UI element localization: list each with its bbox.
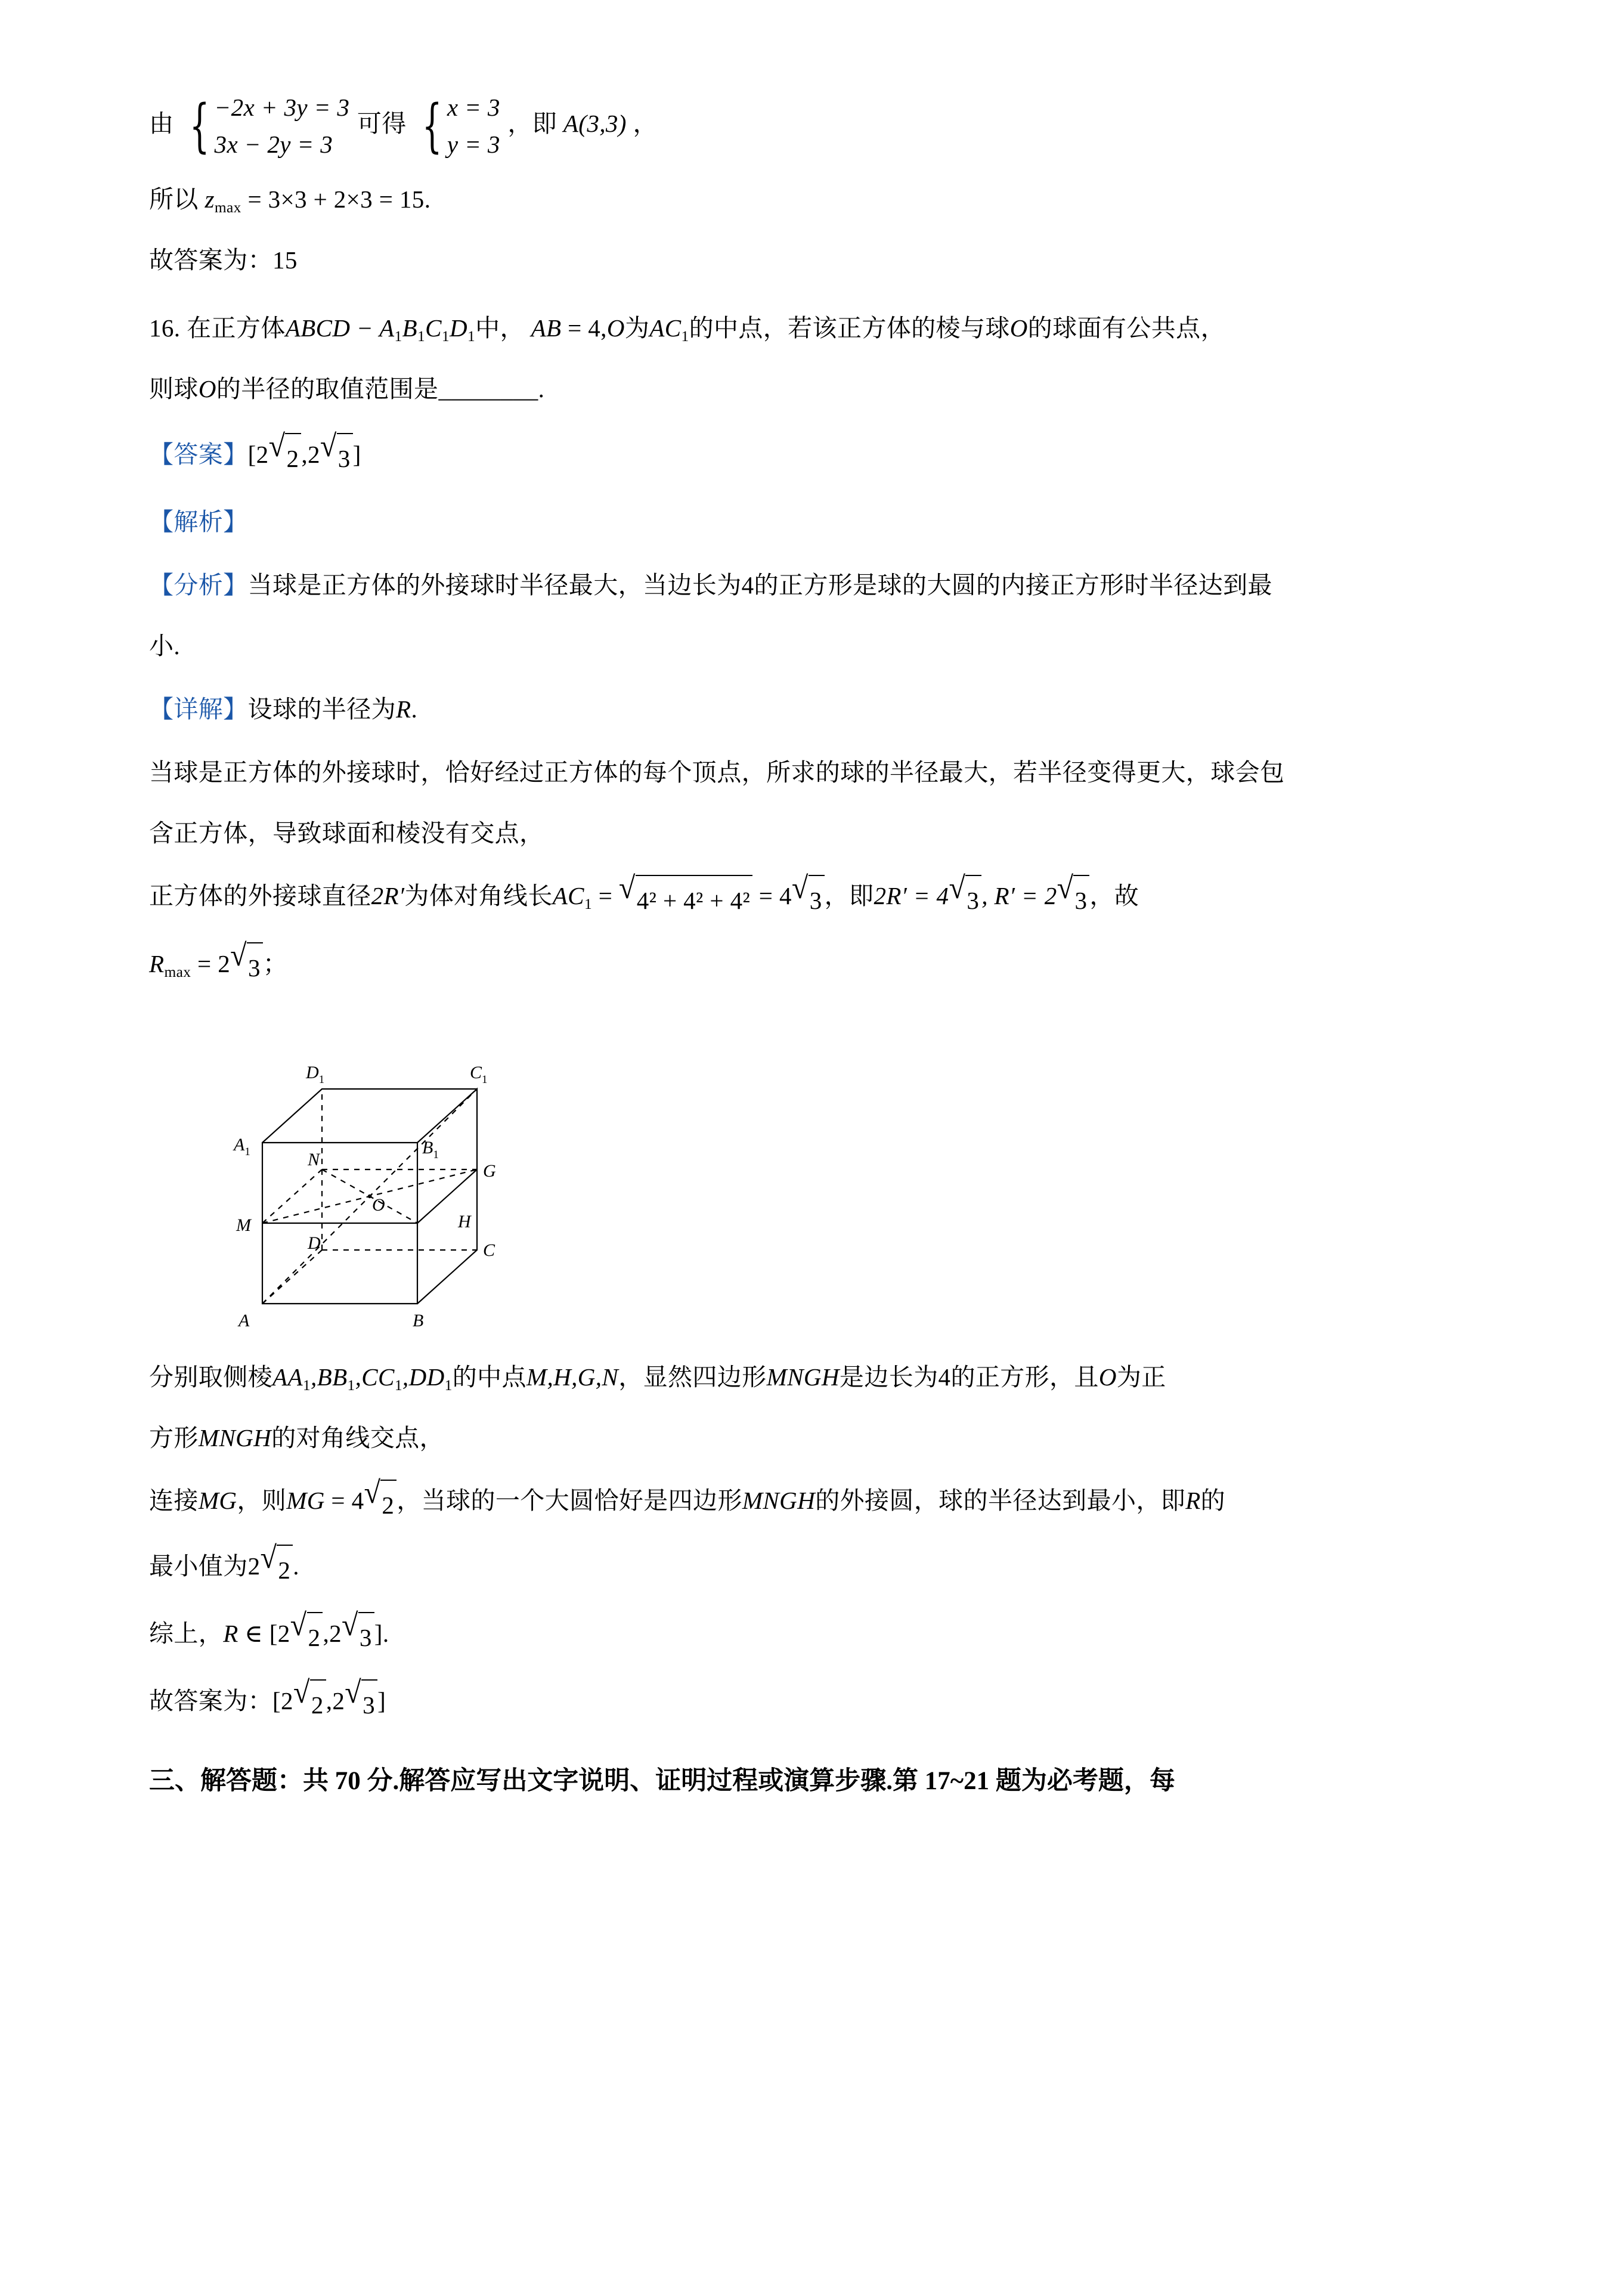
q16-text-2: 中，	[475, 314, 525, 342]
p5-AA: AA	[272, 1363, 303, 1391]
label-G: G	[483, 1161, 496, 1181]
q16-ab-value: = 4,	[561, 314, 607, 342]
p5-DD: ,DD	[402, 1363, 445, 1391]
p5-text-4: 是边长为	[839, 1363, 939, 1391]
p3-radicand-1: 4² + 4² + 4²	[636, 875, 752, 925]
p3-radicand-2: 3	[809, 875, 825, 925]
q16-text-5: 的球面有公共点，	[1027, 314, 1225, 342]
q16-sub-3: 1	[441, 328, 450, 345]
equation-line-system	[149, 89, 1474, 163]
paragraph-1: 当球是正方体的外接球时，恰好经过正方体的每个顶点，所求的球的半径最大，若半径变得更大，球会包	[149, 758, 1285, 786]
paragraph-4-rmax	[149, 937, 1474, 992]
radical-sign: √	[345, 1674, 362, 1710]
system-1-row-2: 3x − 2y = 3	[214, 130, 333, 158]
radical-sign: √	[342, 1607, 358, 1642]
p3-radicand-3: 3	[965, 875, 981, 925]
zmax-sub: max	[214, 199, 241, 216]
fenxi-text-2: 的正方形是球的大圆的内接正方形时半径达到最	[754, 571, 1272, 599]
q16-o-3: O	[198, 375, 216, 403]
label-B: B	[413, 1310, 424, 1330]
p9-sqrt-2	[342, 1607, 374, 1662]
p4-radicand: 3	[247, 942, 263, 992]
p10-close: ]	[377, 1687, 386, 1715]
paragraph-10-final-answer	[149, 1674, 1474, 1729]
radical-sign: √	[320, 428, 337, 463]
p5-AA-sub: 1	[302, 1376, 311, 1394]
p4-R: R	[149, 949, 165, 977]
q16-ac-sub: 1	[681, 328, 689, 345]
fenxi-number: 4	[741, 571, 754, 599]
fenxi-label: 【分析】	[149, 571, 248, 599]
p3-AC-sub: 1	[584, 896, 593, 913]
jiexi-label: 【解析】	[149, 508, 248, 536]
radical-sign: √	[260, 1539, 277, 1575]
q16-text-1: 在正方体	[187, 314, 286, 342]
fenxi-line-2: 小.	[149, 632, 181, 660]
p8-sqrt	[260, 1539, 293, 1595]
answer-radicand-1: 2	[285, 433, 301, 483]
radical-sign: √	[791, 869, 809, 905]
p3-text-2: 为体对角线长	[404, 882, 553, 910]
line1-prefix: 由	[149, 109, 174, 137]
p6-text-1: 方形	[149, 1424, 199, 1452]
p3-text-3: ，即	[824, 882, 874, 910]
p6-MNGH: MNGH	[198, 1424, 272, 1452]
line1-tail: ，即	[507, 109, 557, 137]
p3-AC: AC	[552, 882, 584, 910]
p3-sqrt-2	[791, 869, 825, 925]
p7-sqrt	[364, 1474, 397, 1530]
fenxi-line-1	[149, 562, 1474, 609]
answer-comma: ,2	[301, 440, 320, 468]
system-1	[181, 89, 349, 163]
p3-eq-3: 2R′ = 4	[874, 882, 949, 910]
p8-text-1: 最小值为	[149, 1552, 248, 1580]
answer-sqrt-2	[320, 428, 353, 483]
p10-sqrt-1	[293, 1674, 326, 1729]
p3-eq-1: =	[592, 882, 619, 910]
p5-text-1: 分别取侧棱	[149, 1363, 272, 1391]
label-C: C	[483, 1240, 495, 1260]
q16-text-4: 的中点，若该正方体的棱与球	[689, 314, 1010, 342]
q16-ac: AC	[649, 314, 682, 342]
p5-text-5: 的正方形，且	[950, 1363, 1099, 1391]
p9-text-1: 综上，	[149, 1619, 224, 1647]
paragraph-8	[149, 1539, 1474, 1595]
p9-R: R	[223, 1619, 239, 1647]
answer-block	[149, 428, 1474, 483]
system-2	[414, 89, 500, 163]
radical-sign: √	[364, 1474, 381, 1510]
paragraph-7	[149, 1474, 1474, 1529]
xiangjie-line	[149, 686, 1474, 734]
p7-MG: MG	[198, 1487, 237, 1515]
cube-diagram	[221, 1005, 602, 1339]
p9-end: ].	[374, 1619, 389, 1647]
p3-sqrt-3	[949, 869, 981, 925]
p7-MG-2: MG	[286, 1487, 325, 1515]
p8-eq: 2	[247, 1552, 261, 1580]
p7-R: R	[1185, 1487, 1201, 1515]
section-heading-text: 三、解答题：共 70 分.解答应写出文字说明、证明过程或演算步骤.第 17~21 题为必考题，每	[149, 1766, 1175, 1795]
p9-radicand-2: 3	[358, 1612, 374, 1662]
q16-ab: AB	[531, 314, 562, 342]
p8-text-2: .	[293, 1552, 299, 1580]
p8-radicand: 2	[277, 1545, 293, 1595]
question-16-line-1	[149, 305, 1474, 352]
paragraph-2: 含正方体，导致球面和棱没有交点，	[149, 819, 544, 847]
q16-sub-4: 1	[467, 328, 476, 345]
left-brace-1: {	[189, 92, 210, 159]
radical-sign: √	[293, 1674, 310, 1710]
q16-cube-d: D	[449, 314, 467, 342]
system-1-row-1: −2x + 3y = 3	[214, 94, 350, 121]
q16-cube-b: B	[402, 314, 417, 342]
p3-text-4: ，故	[1089, 882, 1139, 910]
xiangjie-text-1: 设球的半径为	[247, 695, 397, 723]
p5-midpoints: M,H,G,N	[526, 1363, 619, 1391]
p5-CC: ,CC	[355, 1363, 395, 1391]
xiangjie-R: R	[396, 695, 411, 723]
p7-text-1: 连接	[149, 1487, 199, 1515]
xiangjie-text-2: .	[411, 695, 418, 723]
paragraph-9-conclusion	[149, 1607, 1474, 1662]
label-H: H	[458, 1211, 471, 1231]
q16-o: O	[606, 314, 625, 342]
label-A1: $A_1$	[234, 1134, 250, 1158]
p7-text-4: 的外接圆，球的半径达到最小，即	[815, 1487, 1186, 1515]
answer-label: 【答案】	[149, 440, 248, 468]
p3-radicand-4: 3	[1073, 875, 1089, 925]
p7-text-3: ，当球的一个大圆恰好是四边形	[397, 1487, 742, 1515]
p3-text-1: 正方体的外接球直径	[149, 882, 371, 910]
p4-end: ；	[262, 949, 288, 977]
p3-sqrt-4	[1057, 869, 1090, 925]
p3-sqrt-1	[618, 869, 752, 925]
radical-sign: √	[290, 1607, 307, 1642]
label-D1: $D_1$	[306, 1062, 325, 1086]
p4-sub: max	[164, 963, 191, 980]
radical-sign: √	[1057, 869, 1074, 905]
p7-MNGH: MNGH	[742, 1487, 816, 1515]
p10-sqrt-2	[345, 1674, 377, 1729]
label-B1: $B_1$	[422, 1137, 439, 1161]
line1-end: ，	[633, 109, 658, 137]
p4-sqrt	[230, 937, 263, 992]
zmax-prefix: 所以	[149, 185, 199, 213]
p5-BB-sub: 1	[347, 1376, 355, 1394]
zmax-eq: = 3×3 + 2×3 = 15	[247, 185, 425, 213]
p3-eq-4: , R′ = 2	[981, 882, 1057, 910]
p7-radicand: 2	[380, 1480, 397, 1530]
p5-DD-sub: 1	[444, 1376, 453, 1394]
q16-o-2: O	[1009, 314, 1028, 342]
p10-open: [2	[272, 1687, 293, 1715]
q16-sub-2: 1	[417, 328, 426, 345]
zmax-var: z	[205, 185, 215, 213]
p7-text-5: 的	[1200, 1487, 1226, 1515]
p10-radicand-2: 3	[361, 1679, 377, 1729]
label-N: N	[308, 1149, 320, 1169]
q16-text-3: 为	[624, 314, 650, 342]
line1-point: A(3,3)	[563, 109, 627, 137]
answer-radicand-2: 3	[337, 433, 353, 483]
p9-sqrt-1	[290, 1607, 323, 1662]
p7-text-2: ，则	[237, 1487, 287, 1515]
fenxi-text-1: 当球是正方体的外接球时半径最大，当边长为	[247, 571, 742, 599]
answer-15-line: 故答案为：15	[149, 246, 298, 274]
p3-diameter: 2R′	[371, 882, 405, 910]
p9-interval-open: ∈ [2	[238, 1619, 290, 1647]
q16-sub-1: 1	[394, 328, 402, 345]
answer-sqrt-1	[268, 428, 302, 483]
p5-text-2: 的中点	[452, 1363, 526, 1391]
label-D: D	[308, 1233, 321, 1253]
paragraph-5	[149, 1354, 1474, 1401]
radical-sign: √	[230, 937, 247, 973]
label-O: O	[372, 1195, 385, 1215]
q16-text-6: 则球	[149, 375, 199, 403]
paragraph-6	[149, 1415, 1474, 1462]
q16-answer-blank: ________.	[438, 375, 545, 403]
system-2-row-2: y = 3	[447, 130, 500, 158]
left-brace-2: {	[422, 92, 443, 159]
label-C1: $C_1$	[470, 1062, 488, 1086]
p3-eq-2: = 4	[752, 882, 792, 910]
zmax-line	[149, 176, 1474, 224]
q16-cube-label: ABCD − A	[285, 314, 395, 342]
line1-mid: 可得	[357, 109, 407, 137]
p9-mid: ,2	[323, 1619, 342, 1647]
xiangjie-label: 【详解】	[149, 695, 248, 723]
answer-open: [2	[247, 440, 269, 468]
radical-sign: √	[268, 428, 286, 463]
p10-text-1: 故答案为：	[149, 1687, 272, 1715]
p7-eq: = 4	[324, 1487, 364, 1515]
zmax-end: .	[424, 185, 431, 213]
p9-radicand-1: 2	[307, 1612, 323, 1662]
label-A: A	[239, 1310, 250, 1330]
p5-O: O	[1098, 1363, 1117, 1391]
p5-CC-sub: 1	[394, 1376, 402, 1394]
question-16-line-2	[149, 366, 1474, 413]
p5-text-6: 为正	[1116, 1363, 1166, 1391]
p5-MNGH: MNGH	[766, 1363, 840, 1391]
p6-text-2: 的对角线交点，	[271, 1424, 444, 1452]
p5-number: 4	[938, 1363, 951, 1391]
p10-mid: ,2	[326, 1687, 345, 1715]
label-M: M	[236, 1215, 251, 1235]
question-16-number: 16.	[149, 314, 181, 342]
p5-text-3: ，显然四边形	[618, 1363, 767, 1391]
system-2-row-1: x = 3	[447, 94, 500, 121]
q16-text-7: 的半径的取值范围是	[216, 375, 439, 403]
answer-close: ]	[352, 440, 361, 468]
p10-radicand-1: 2	[310, 1679, 326, 1729]
paragraph-3	[149, 869, 1474, 924]
p4-eq: = 2	[191, 949, 231, 977]
radical-sign: √	[618, 869, 636, 905]
section-heading-3	[149, 1757, 1474, 1806]
radical-sign: √	[949, 869, 966, 905]
q16-cube-c: C	[425, 314, 442, 342]
p5-BB: ,BB	[311, 1363, 348, 1391]
